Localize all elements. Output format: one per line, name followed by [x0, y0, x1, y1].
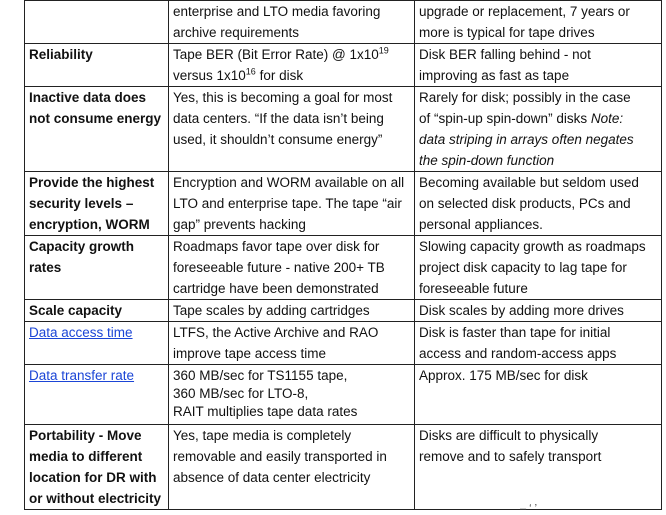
disk-cell: upgrade or replacement, 7 years or more is typical for tape drives [415, 1, 662, 44]
tape-cell: Roadmaps favor tape over disk for foreseeable future - native 200+ TB cartridge have been demonstrated [169, 236, 415, 300]
tape-cell: LTFS, the Active Archive and RAO improve tape access time [169, 322, 415, 365]
table-row [25, 87, 662, 172]
tape-cell: Tape BER (Bit Error Rate) @ $1x10^{19}$ versus $1x10^{16}$ for disk [169, 44, 415, 87]
attribute-cell: Inactive data does not consume energy [25, 87, 169, 172]
table-row [25, 1, 662, 44]
table-row [25, 425, 662, 510]
attribute-cell [25, 1, 169, 44]
disk-cell: Approx. 175 MB/sec for disk [415, 365, 662, 425]
cut-off-footer-text: – ʻ ʼ [520, 503, 538, 515]
tape-cell: Yes, tape media is completely removable and easily transported in absence of data center electricity [169, 425, 415, 510]
table-row [25, 365, 662, 425]
disk-cell: Disk BER falling behind - not improving as fast as tape [415, 44, 662, 87]
disk-cell: Becoming available but seldom used on selected disk products, PCs and personal appliances. [415, 172, 662, 236]
attribute-cell: Capacity growth rates [25, 236, 169, 300]
disk-cell: Disks are difficult to physically remove and to safely transport [415, 425, 662, 510]
tape-cell: enterprise and LTO media favoring archive requirements [169, 1, 415, 44]
table-row [25, 322, 662, 365]
attribute-cell [25, 365, 169, 425]
disk-cell: Disk is faster than tape for initial access and random-access apps [415, 322, 662, 365]
data-transfer-rate-link[interactable]: Data transfer rate [29, 368, 135, 383]
attribute-cell: Provide the highest security levels – encryption, WORM [25, 172, 169, 236]
table-row [25, 172, 662, 236]
disk-cell: Rarely for disk; possibly in the case of “spin-up spin-down” disks Note: data striping in arrays often negates the spin-down function [415, 87, 662, 172]
table-row [25, 300, 662, 322]
tape-vs-disk-comparison-table [24, 0, 662, 510]
tape-cell: Encryption and WORM available on all LTO and enterprise tape. The tape “air gap” prevents hacking [169, 172, 415, 236]
attribute-cell [25, 322, 169, 365]
attribute-cell: Portability - Move media to different location for DR with or without electricity [25, 425, 169, 510]
attribute-cell [25, 44, 169, 87]
attribute-label: Reliability [29, 47, 93, 62]
attribute-cell: Scale capacity [25, 300, 169, 322]
table-row [25, 236, 662, 300]
tape-cell: Tape scales by adding cartridges [169, 300, 415, 322]
disk-cell: Disk scales by adding more drives [415, 300, 662, 322]
table-row [25, 44, 662, 87]
tape-cell: Yes, this is becoming a goal for most data centers. “If the data isn’t being used, it shouldn’t consume energy” [169, 87, 415, 172]
tape-cell: 360 MB/sec for TS1155 tape, 360 MB/sec for LTO-8, RAIT multiplies tape data rates [169, 365, 415, 425]
data-access-time-link[interactable]: Data access time [29, 325, 133, 340]
disk-cell: Slowing capacity growth as roadmaps project disk capacity to lag tape for foreseeable future [415, 236, 662, 300]
